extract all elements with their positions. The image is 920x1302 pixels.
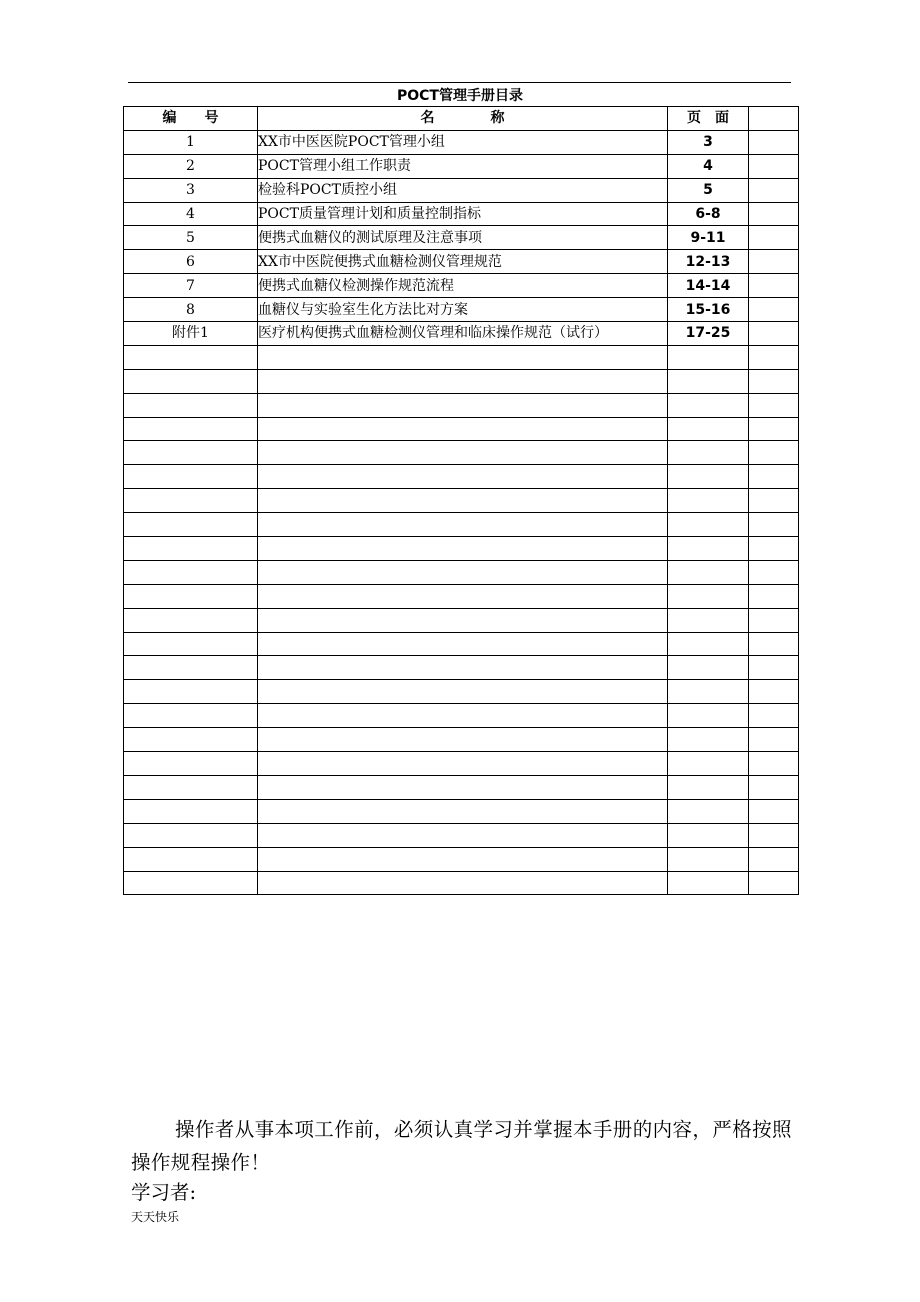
row-name <box>258 608 668 632</box>
table-row <box>124 250 799 274</box>
row-number <box>124 584 258 608</box>
empty-table-row <box>124 489 799 513</box>
row-number <box>124 608 258 632</box>
empty-table-row <box>124 369 799 393</box>
row-page <box>668 680 749 704</box>
row-number <box>124 799 258 823</box>
row-number <box>124 393 258 417</box>
row-extra <box>749 728 799 752</box>
row-number <box>124 441 258 465</box>
row-extra <box>749 417 799 441</box>
empty-table-row <box>124 728 799 752</box>
empty-table-row <box>124 680 799 704</box>
empty-table-row <box>124 608 799 632</box>
row-page <box>668 608 749 632</box>
row-extra <box>749 513 799 537</box>
row-name <box>258 871 668 895</box>
empty-table-row <box>124 513 799 537</box>
row-page <box>668 871 749 895</box>
row-extra <box>749 584 799 608</box>
table-row <box>124 178 799 202</box>
row-name <box>258 441 668 465</box>
row-page <box>668 345 749 369</box>
row-page <box>668 369 749 393</box>
row-name: XX市中医院便携式血糖检测仪管理规范 <box>258 250 668 274</box>
empty-table-row <box>124 393 799 417</box>
empty-table-row <box>124 775 799 799</box>
row-extra <box>749 154 799 178</box>
row-page <box>668 537 749 561</box>
row-number: 2 <box>124 154 258 178</box>
row-extra <box>749 775 799 799</box>
row-number <box>124 369 258 393</box>
table-header-row <box>124 107 799 131</box>
row-page <box>668 489 749 513</box>
row-extra <box>749 847 799 871</box>
row-number <box>124 847 258 871</box>
row-number <box>124 560 258 584</box>
row-extra <box>749 274 799 298</box>
table-row <box>124 202 799 226</box>
row-page <box>668 513 749 537</box>
row-extra <box>749 560 799 584</box>
document-title: POCT管理手册目录 <box>397 88 523 104</box>
row-extra <box>749 608 799 632</box>
row-name: 便携式血糖仪检测操作规范流程 <box>258 274 668 298</box>
row-extra <box>749 226 799 250</box>
row-extra <box>749 632 799 656</box>
row-extra <box>749 656 799 680</box>
empty-table-row <box>124 847 799 871</box>
row-extra <box>749 441 799 465</box>
row-name: XX市中医医院POCT管理小组 <box>258 130 668 154</box>
empty-table-row <box>124 465 799 489</box>
row-number <box>124 775 258 799</box>
table-row <box>124 154 799 178</box>
notice-paragraph: 操作者从事本项工作前，必须认真学习并掌握本手册的内容，严格按照操作规程操作！ <box>131 1118 792 1174</box>
row-number <box>124 513 258 537</box>
row-name: 便携式血糖仪的测试原理及注意事项 <box>258 226 668 250</box>
table-row <box>124 130 799 154</box>
row-extra <box>749 202 799 226</box>
row-page <box>668 799 749 823</box>
header-page: 页 面 <box>668 107 749 131</box>
header-rule <box>128 82 791 83</box>
row-name <box>258 847 668 871</box>
empty-table-row <box>124 632 799 656</box>
empty-table-row <box>124 752 799 776</box>
row-number: 8 <box>124 298 258 322</box>
row-page <box>668 775 749 799</box>
header-name: 名 称 <box>258 107 668 131</box>
row-extra <box>749 322 799 346</box>
row-number <box>124 465 258 489</box>
header-extra <box>749 107 799 131</box>
empty-table-row <box>124 584 799 608</box>
row-name <box>258 823 668 847</box>
row-extra <box>749 369 799 393</box>
row-number: 4 <box>124 202 258 226</box>
row-name <box>258 799 668 823</box>
row-number: 1 <box>124 130 258 154</box>
row-number <box>124 728 258 752</box>
row-page: 12-13 <box>668 250 749 274</box>
row-number <box>124 704 258 728</box>
row-name: POCT质量管理计划和质量控制指标 <box>258 202 668 226</box>
row-page: 4 <box>668 154 749 178</box>
row-page <box>668 656 749 680</box>
row-number <box>124 537 258 561</box>
row-extra <box>749 871 799 895</box>
row-name <box>258 680 668 704</box>
row-number <box>124 417 258 441</box>
row-name <box>258 656 668 680</box>
row-number: 附件1 <box>124 322 258 346</box>
row-name: POCT管理小组工作职责 <box>258 154 668 178</box>
row-extra <box>749 704 799 728</box>
row-number <box>124 489 258 513</box>
row-page <box>668 704 749 728</box>
row-page: 14-14 <box>668 274 749 298</box>
row-name <box>258 728 668 752</box>
row-page <box>668 560 749 584</box>
row-name <box>258 369 668 393</box>
row-page: 15-16 <box>668 298 749 322</box>
row-name <box>258 584 668 608</box>
footer-text: 天天快乐 <box>131 1210 180 1224</box>
row-name <box>258 393 668 417</box>
row-page: 3 <box>668 130 749 154</box>
row-page <box>668 393 749 417</box>
toc-table <box>123 106 799 895</box>
row-extra <box>749 465 799 489</box>
table-row <box>124 298 799 322</box>
empty-table-row <box>124 704 799 728</box>
row-page <box>668 441 749 465</box>
row-number <box>124 680 258 704</box>
row-page: 5 <box>668 178 749 202</box>
row-number <box>124 656 258 680</box>
table-row <box>124 322 799 346</box>
row-number: 5 <box>124 226 258 250</box>
row-extra <box>749 680 799 704</box>
row-number: 3 <box>124 178 258 202</box>
row-name: 检验科POCT质控小组 <box>258 178 668 202</box>
row-page <box>668 584 749 608</box>
row-page <box>668 417 749 441</box>
empty-table-row <box>124 799 799 823</box>
row-extra <box>749 489 799 513</box>
row-name <box>258 465 668 489</box>
row-name <box>258 775 668 799</box>
row-number <box>124 345 258 369</box>
row-name <box>258 560 668 584</box>
row-name: 医疗机构便携式血糖检测仪管理和临床操作规范（试行） <box>258 322 668 346</box>
row-name <box>258 704 668 728</box>
header-number: 编 号 <box>124 107 258 131</box>
row-page <box>668 823 749 847</box>
row-page: 17-25 <box>668 322 749 346</box>
row-extra <box>749 345 799 369</box>
row-name <box>258 417 668 441</box>
empty-table-row <box>124 417 799 441</box>
row-page: 9-11 <box>668 226 749 250</box>
row-number <box>124 871 258 895</box>
row-name: 血糖仪与实验室生化方法比对方案 <box>258 298 668 322</box>
row-name <box>258 537 668 561</box>
row-extra <box>749 799 799 823</box>
row-extra <box>749 250 799 274</box>
row-name <box>258 752 668 776</box>
row-extra <box>749 178 799 202</box>
row-name <box>258 345 668 369</box>
row-number <box>124 632 258 656</box>
row-number <box>124 823 258 847</box>
row-page <box>668 465 749 489</box>
empty-table-row <box>124 441 799 465</box>
table-row <box>124 274 799 298</box>
empty-table-row <box>124 871 799 895</box>
row-page <box>668 752 749 776</box>
row-name <box>258 632 668 656</box>
row-page: 6-8 <box>668 202 749 226</box>
row-extra <box>749 298 799 322</box>
row-name <box>258 513 668 537</box>
row-name <box>258 489 668 513</box>
empty-table-row <box>124 656 799 680</box>
row-page <box>668 728 749 752</box>
row-extra <box>749 752 799 776</box>
row-page <box>668 847 749 871</box>
row-page <box>668 632 749 656</box>
table-row <box>124 226 799 250</box>
row-extra <box>749 537 799 561</box>
empty-table-row <box>124 345 799 369</box>
row-extra <box>749 823 799 847</box>
row-number <box>124 752 258 776</box>
learner-label: 学习者: <box>131 1181 197 1204</box>
row-number: 6 <box>124 250 258 274</box>
empty-table-row <box>124 560 799 584</box>
empty-table-row <box>124 823 799 847</box>
row-extra <box>749 393 799 417</box>
empty-table-row <box>124 537 799 561</box>
row-extra <box>749 130 799 154</box>
row-number: 7 <box>124 274 258 298</box>
